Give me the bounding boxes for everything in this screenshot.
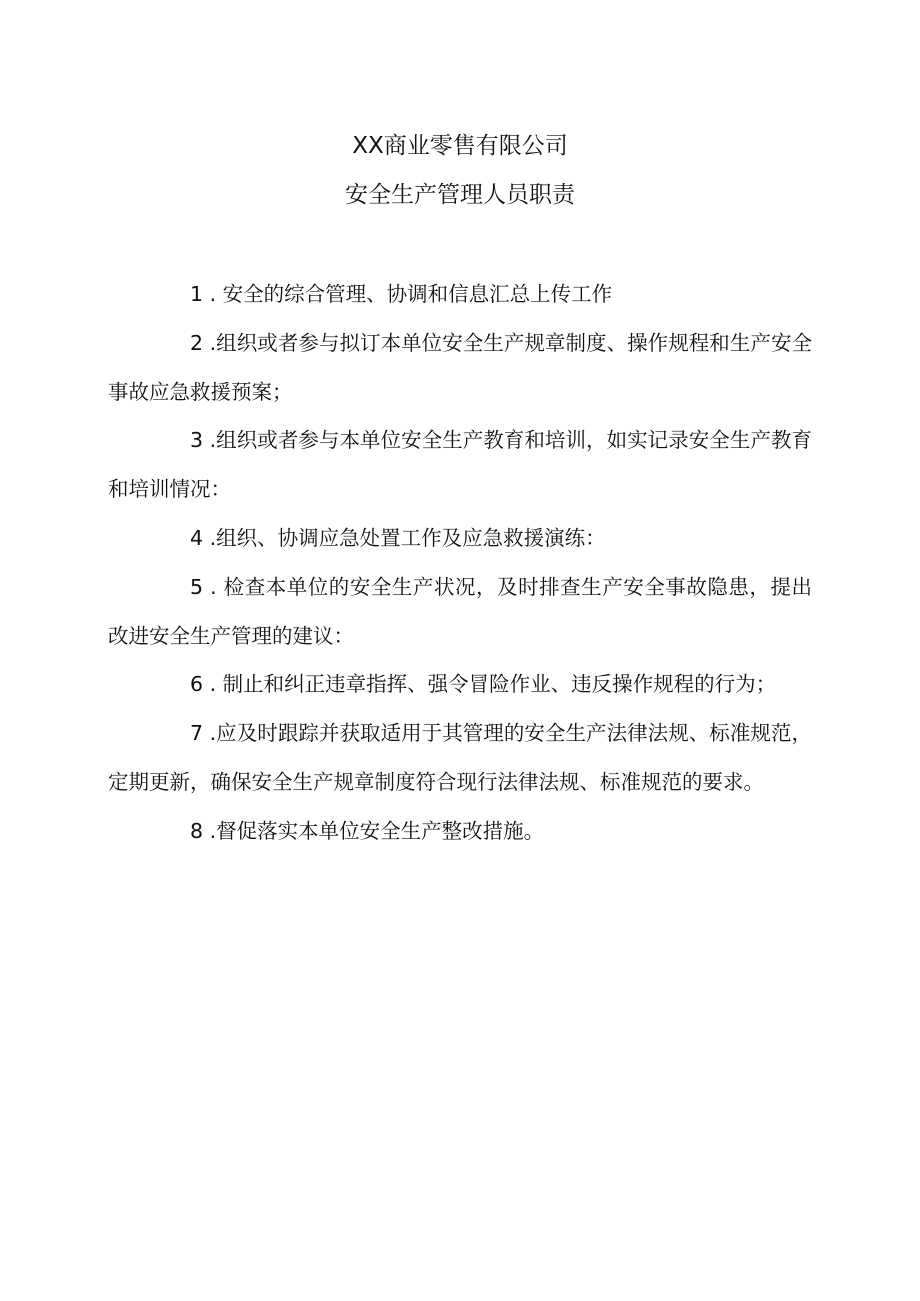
duty-number: 2 — [190, 330, 204, 355]
duty-item-3 — [108, 416, 812, 514]
duty-item-5 — [108, 563, 812, 661]
duty-text: .组织或者参与拟订本单位安全生产规章制度、操作规程和生产安全事故应急救援预案； — [108, 330, 812, 404]
document-title: 安全生产管理人员职责 — [345, 182, 575, 208]
duty-number: 5 — [190, 574, 204, 599]
duty-item-4 — [108, 514, 812, 563]
duty-item-2 — [108, 319, 812, 417]
duty-number: 8 — [190, 818, 204, 843]
company-name: XX商业零售有限公司 — [352, 133, 568, 159]
duties-list — [108, 270, 812, 856]
duty-number: 1 — [190, 282, 204, 306]
duty-item-8 — [108, 807, 812, 856]
duty-number: 7 — [190, 721, 204, 746]
duty-number: 4 — [190, 525, 204, 550]
duty-text: . 安全的综合管理、协调和信息汇总上传工作 — [203, 282, 613, 306]
duty-number: 6 — [190, 672, 204, 697]
duty-item-1 — [108, 270, 812, 319]
duty-text: . 检查本单位的安全生产状况，及时排查生产安全事故隐患，提出改进安全生产管理的建议： — [108, 574, 812, 648]
duty-number: 3 — [190, 428, 204, 453]
duty-text: .组织或者参与本单位安全生产教育和培训，如实记录安全生产教育和培训情况： — [108, 428, 812, 502]
duty-text: . 制止和纠正违章指挥、强令冒险作业、违反操作规程的行为； — [203, 672, 777, 697]
duty-text: .应及时跟踪并获取适用于其管理的安全生产法律法规、标准规范，定期更新，确保安全生产规章制度符合现行法律法规、标准规范的要求。 — [108, 721, 812, 794]
duty-text: .督促落实本单位安全生产整改措施。 — [203, 818, 545, 843]
duty-text: .组织、协调应急处置工作及应急救援演练： — [203, 525, 606, 550]
duty-item-7 — [108, 709, 812, 807]
duty-item-6 — [108, 660, 812, 709]
